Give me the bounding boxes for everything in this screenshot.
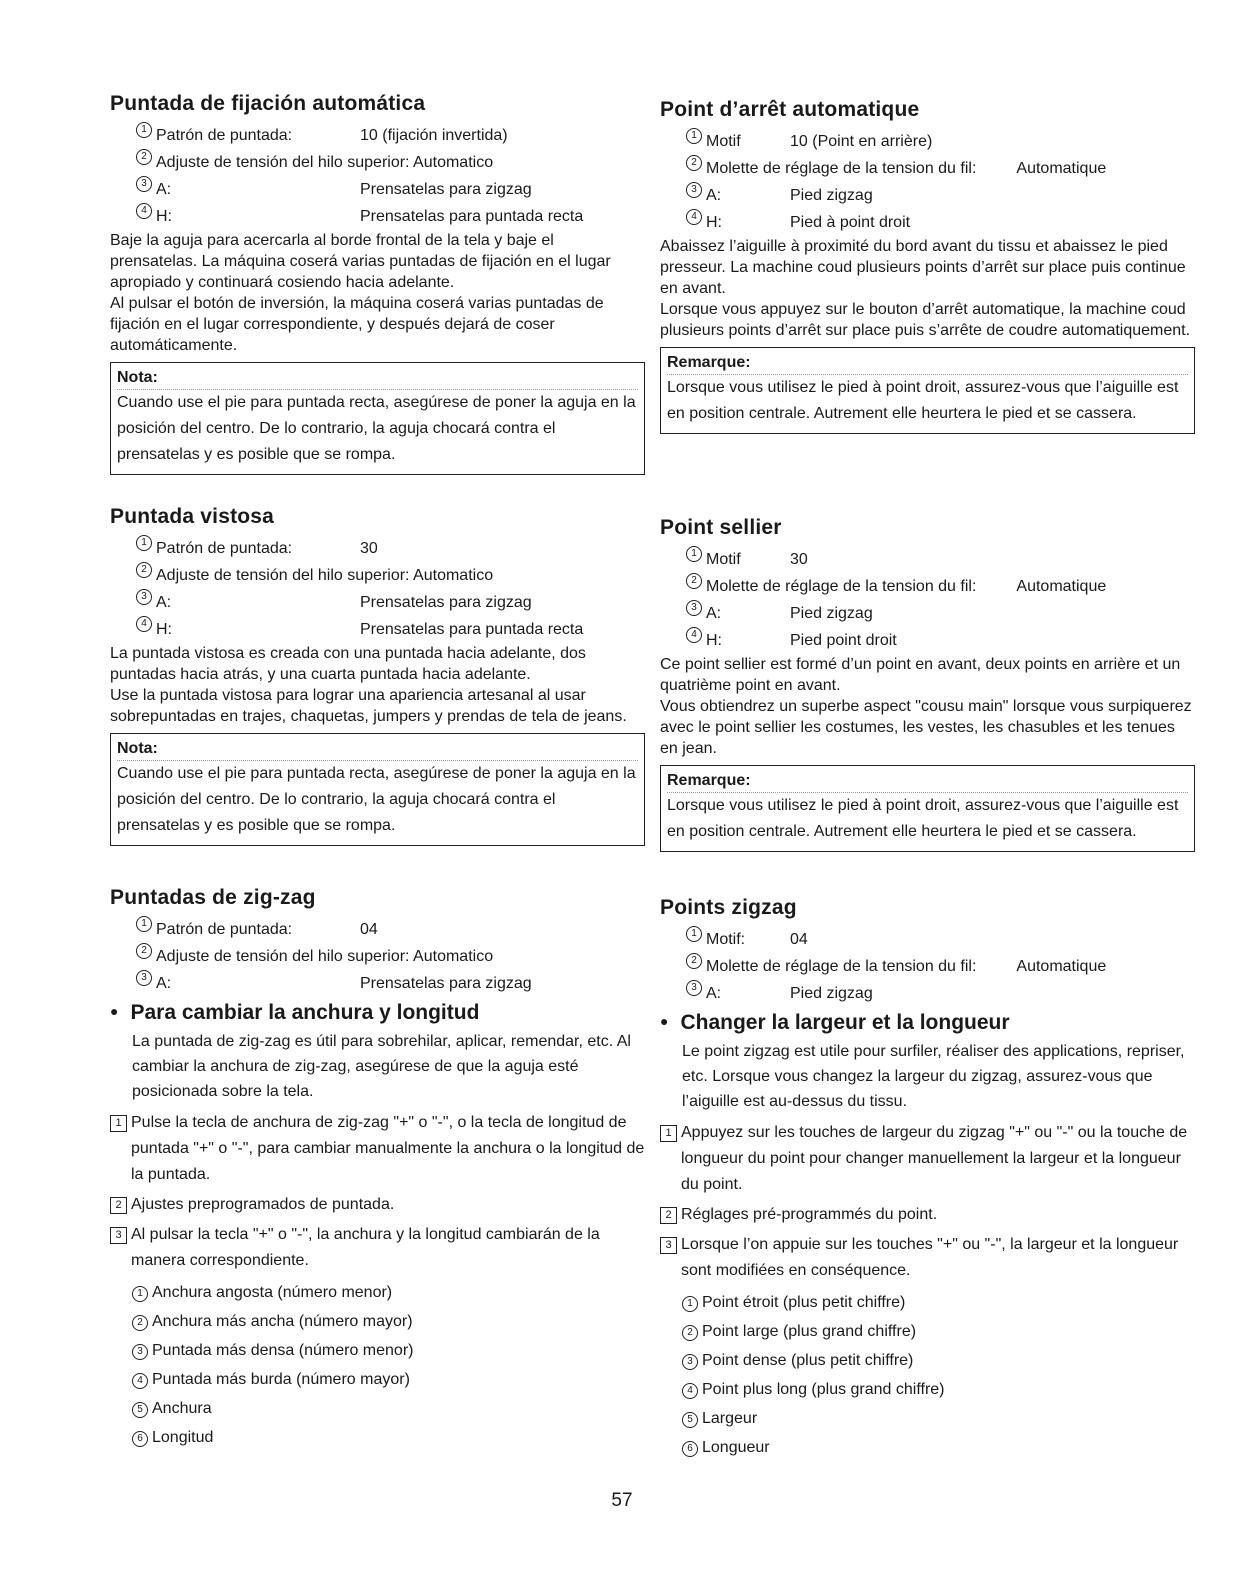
spec-key: Molette de réglage de la tension du fil: <box>706 160 977 177</box>
number-circle: 2 <box>136 943 152 959</box>
spec-value: 04 <box>790 931 808 948</box>
number-circle: 1 <box>136 122 152 138</box>
note-text: Cuando use el pie para puntada recta, asegúrese de poner la aguja en la posición del centro. De lo contrario, la aguja chocará contra el prensatelas y es posible que se rompa. <box>117 394 636 463</box>
step-item <box>660 1120 1195 1198</box>
spec-list <box>660 546 1195 654</box>
section-body: Abaissez l’aiguille à proximité du bord avant du tissu et abaissez le pied presseur. La machine coud plusieurs points d’arrêt sur place puis continue en avant. Lorsque vous appuyez sur le bouton d’arrêt automatique, la machine coud plusieurs points d’arrêt sur place puis s’arrête de coudre automatiquement. <box>660 238 1191 339</box>
step-item <box>110 1222 645 1274</box>
spec-value: Pied zigzag <box>790 985 873 1002</box>
section-title: Puntada de fijación automática <box>110 92 426 115</box>
note-box <box>660 765 1195 852</box>
legend-text: Longueur <box>702 1439 770 1456</box>
spec-list <box>110 122 645 230</box>
spec-key: Molette de réglage de la tension du fil: <box>706 578 977 595</box>
number-circle: 5 <box>132 1402 148 1418</box>
number-circle: 1 <box>136 916 152 932</box>
legend-text: Puntada más burda (número mayor) <box>152 1371 410 1388</box>
spec-list <box>660 128 1195 236</box>
legend-text: Anchura más ancha (número mayor) <box>152 1313 413 1330</box>
number-circle: 2 <box>136 149 152 165</box>
number-circle: 2 <box>686 155 702 171</box>
number-circle: 6 <box>682 1441 698 1457</box>
spec-key: Adjuste de tensión del hilo superior: Automatico <box>156 948 494 965</box>
legend-text: Point dense (plus petit chiffre) <box>702 1352 914 1369</box>
note-text: Lorsque vous utilisez le pied à point droit, assurez-vous que l’aiguille est en position centrale. Autrement elle heurtera le pied et se cassera. <box>667 797 1179 840</box>
steps-list <box>660 1120 1195 1284</box>
section-body: La puntada vistosa es creada con una puntada hacia adelante, dos puntadas hacia atrás, y una cuarta puntada hacia adelante. Use la puntada vistosa para lograr una apariencia artesanal al usar sobrepuntadas en trajes, chaquetas, jumpers y prendas de tela de jeans. <box>110 645 627 725</box>
legend-text: Point plus long (plus grand chiffre) <box>702 1381 945 1398</box>
spec-row <box>136 943 645 970</box>
step-number-box: 2 <box>660 1207 677 1224</box>
legend-item <box>132 1307 645 1336</box>
step-number-box: 3 <box>110 1227 127 1244</box>
spec-key: A: <box>706 605 722 622</box>
spec-value: Pied zigzag <box>790 187 873 204</box>
legend-item <box>132 1394 645 1423</box>
spec-key: Molette de réglage de la tension du fil: <box>706 958 977 975</box>
spec-key: Motif <box>706 551 741 568</box>
note-box <box>660 347 1195 434</box>
spec-key: A: <box>706 985 722 1002</box>
legend-item <box>132 1365 645 1394</box>
spec-value: Prensatelas para zigzag <box>360 975 532 992</box>
legend-text: Largeur <box>702 1410 758 1427</box>
spec-row <box>686 573 1195 600</box>
number-circle: 4 <box>686 627 702 643</box>
step-item <box>110 1192 645 1218</box>
number-circle: 2 <box>686 953 702 969</box>
number-circle: 2 <box>686 573 702 589</box>
subsection-title: ● Changer la largeur et la longueur <box>660 1011 1010 1034</box>
section-fijacion <box>110 92 645 475</box>
spec-row <box>136 916 645 943</box>
spec-key: H: <box>156 208 172 225</box>
spec-value: Prensatelas para zigzag <box>360 594 532 611</box>
note-title: Remarque: <box>667 352 1188 375</box>
spec-value: Prensatelas para puntada recta <box>360 621 584 638</box>
section-title: Puntadas de zig-zag <box>110 886 316 909</box>
note-text: Cuando use el pie para puntada recta, asegúrese de poner la aguja en la posición del centro. De lo contrario, la aguja chocará contra el prensatelas y es posible que se rompa. <box>117 765 636 834</box>
section-title: Point d’arrêt automatique <box>660 98 920 121</box>
legend-text: Longitud <box>152 1429 214 1446</box>
note-box <box>110 362 645 475</box>
step-text: Al pulsar la tecla "+" o "-", la anchura y la longitud cambiarán de la manera correspondiente. <box>131 1226 600 1269</box>
legend-item <box>682 1288 1195 1317</box>
legend-item <box>682 1375 1195 1404</box>
number-circle: 3 <box>132 1344 148 1360</box>
spec-key: H: <box>156 621 172 638</box>
steps-list <box>110 1110 645 1274</box>
number-circle: 4 <box>136 203 152 219</box>
spec-row <box>686 182 1195 209</box>
number-circle: 4 <box>682 1383 698 1399</box>
spec-value: 30 <box>360 540 378 557</box>
section-body: Baje la aguja para acercarla al borde frontal de la tela y baje el prensatelas. La máquina coserá varias puntadas de fijación en el lugar apropiado y continuará cosiendo hacia adelante. Al pulsar el botón de inversión, la máquina coserá varias puntadas de fijación en el lugar correspondiente, y después dejará de coser automáticamente. <box>110 232 611 354</box>
number-circle: 3 <box>686 600 702 616</box>
step-number-box: 1 <box>110 1115 127 1132</box>
spec-value: Pied zigzag <box>790 605 873 622</box>
spec-value: Prensatelas para puntada recta <box>360 208 584 225</box>
legend-item <box>132 1278 645 1307</box>
legend-text: Anchura angosta (número menor) <box>152 1284 393 1301</box>
spec-row <box>686 980 1195 1007</box>
number-circle: 4 <box>136 616 152 632</box>
spec-row <box>136 203 645 230</box>
spec-row <box>136 122 645 149</box>
number-circle: 1 <box>682 1296 698 1312</box>
number-circle: 4 <box>132 1373 148 1389</box>
spec-key: Adjuste de tensión del hilo superior: Automatico <box>156 154 494 171</box>
number-circle: 3 <box>136 176 152 192</box>
spec-row <box>686 953 1195 980</box>
section-arret <box>660 98 1195 434</box>
step-text: Appuyez sur les touches de largeur du zigzag "+" ou "-" ou la touche de longueur du point pour changer manuellement la largeur et la longueur du point. <box>681 1124 1188 1193</box>
step-number-box: 3 <box>660 1237 677 1254</box>
number-circle: 2 <box>136 562 152 578</box>
spec-key: A: <box>156 594 172 611</box>
step-text: Lorsque l’on appuie sur les touches "+" ou "-", la largeur et la longueur sont modifiées en conséquence. <box>681 1236 1179 1279</box>
note-title: Nota: <box>117 367 638 390</box>
spec-row <box>136 616 645 643</box>
step-text: Réglages pré-programmés du point. <box>681 1206 938 1223</box>
legend-text: Puntada más densa (número menor) <box>152 1342 414 1359</box>
spec-row <box>686 209 1195 236</box>
step-item <box>660 1232 1195 1284</box>
step-item <box>660 1202 1195 1228</box>
spec-row <box>686 600 1195 627</box>
spec-row <box>136 970 645 997</box>
spec-value: Pied à point droit <box>790 214 911 231</box>
note-title: Nota: <box>117 738 638 761</box>
number-circle: 3 <box>682 1354 698 1370</box>
subsection-body: Le point zigzag est utile pour surfiler, réaliser des applications, repriser, etc. Lorsque vous changez la largeur du zigzag, assurez-vous que l’aiguille est au-dessus du tissu. <box>682 1043 1185 1110</box>
number-circle: 3 <box>686 182 702 198</box>
spec-value: Automatique <box>1016 578 1107 595</box>
spec-value: 10 (Point en arrière) <box>790 133 933 150</box>
step-number-box: 2 <box>110 1197 127 1214</box>
legend-item <box>682 1346 1195 1375</box>
spec-row <box>686 155 1195 182</box>
spec-row <box>136 176 645 203</box>
spec-key: Motif: <box>706 931 746 948</box>
number-circle: 3 <box>686 980 702 996</box>
spec-list <box>660 926 1195 1007</box>
number-circle: 1 <box>136 535 152 551</box>
number-circle: 3 <box>136 970 152 986</box>
step-text: Pulse la tecla de anchura de zig-zag "+" o "-", o la tecla de longitud de puntada "+" o "-", para cambiar manualmente la anchura o la longitud de la puntada. <box>131 1114 645 1183</box>
spec-value: Automatique <box>1016 160 1107 177</box>
note-title: Remarque: <box>667 770 1188 793</box>
spec-key: Adjuste de tensión del hilo superior: Automatico <box>156 567 494 584</box>
section-sellier <box>660 516 1195 852</box>
legend-list <box>660 1288 1195 1462</box>
spec-value: 10 (fijación invertida) <box>360 127 508 144</box>
number-circle: 6 <box>132 1431 148 1447</box>
section-zigzag <box>110 886 645 1452</box>
spec-key: H: <box>706 214 722 231</box>
step-item <box>110 1110 645 1188</box>
number-circle: 3 <box>136 589 152 605</box>
spec-value: 30 <box>790 551 808 568</box>
spec-row <box>686 627 1195 654</box>
note-text: Lorsque vous utilisez le pied à point droit, assurez-vous que l’aiguille est en position centrale. Autrement elle heurtera le pied et se cassera. <box>667 379 1179 422</box>
spec-list <box>110 916 645 997</box>
legend-item <box>682 1404 1195 1433</box>
spec-row <box>136 149 645 176</box>
legend-text: Point étroit (plus petit chiffre) <box>702 1294 906 1311</box>
spec-key: H: <box>706 632 722 649</box>
spec-key: A: <box>706 187 722 204</box>
spec-value: Prensatelas para zigzag <box>360 181 532 198</box>
number-circle: 4 <box>686 209 702 225</box>
section-title: Points zigzag <box>660 896 797 919</box>
spec-row <box>136 562 645 589</box>
section-points-zigzag <box>660 896 1195 1462</box>
spec-key: Patrón de puntada: <box>156 127 293 144</box>
legend-text: Anchura <box>152 1400 212 1417</box>
number-circle: 2 <box>682 1325 698 1341</box>
number-circle: 1 <box>132 1286 148 1302</box>
legend-list <box>110 1278 645 1452</box>
spec-row <box>136 589 645 616</box>
section-title: Point sellier <box>660 516 782 539</box>
section-body: Ce point sellier est formé d’un point en avant, deux points en arrière et un quatrième point en avant. Vous obtiendrez un superbe aspect "cousu main" lorsque vous surpiquerez avec le point sellier les costumes, les vestes, les chasubles et les tenues en jean. <box>660 656 1192 757</box>
number-circle: 1 <box>686 128 702 144</box>
step-text: Ajustes preprogramados de puntada. <box>131 1196 395 1213</box>
number-circle: 1 <box>686 926 702 942</box>
number-circle: 1 <box>686 546 702 562</box>
spec-row <box>686 128 1195 155</box>
step-number-box: 1 <box>660 1125 677 1142</box>
subsection-title: ● Para cambiar la anchura y longitud <box>110 1001 480 1024</box>
legend-item <box>682 1433 1195 1462</box>
spec-value: Pied point droit <box>790 632 897 649</box>
spec-value: Automatique <box>1016 958 1107 975</box>
legend-item <box>682 1317 1195 1346</box>
number-circle: 5 <box>682 1412 698 1428</box>
legend-text: Point large (plus grand chiffre) <box>702 1323 917 1340</box>
spec-key: Patrón de puntada: <box>156 540 293 557</box>
spec-key: A: <box>156 975 172 992</box>
subsection-body: La puntada de zig-zag es útil para sobrehilar, aplicar, remendar, etc. Al cambiar la anchura de zig-zag, asegúrese de que la aguja esté posicionada sobre la tela. <box>132 1033 631 1100</box>
page-number: 57 <box>611 1490 633 1511</box>
note-box <box>110 733 645 846</box>
spec-key: A: <box>156 181 172 198</box>
legend-item <box>132 1423 645 1452</box>
spec-key: Motif <box>706 133 741 150</box>
spec-value: 04 <box>360 921 378 938</box>
spec-row <box>136 535 645 562</box>
legend-item <box>132 1336 645 1365</box>
spec-row <box>686 546 1195 573</box>
spec-list <box>110 535 645 643</box>
spec-key: Patrón de puntada: <box>156 921 293 938</box>
section-vistosa <box>110 505 645 846</box>
spec-row <box>686 926 1195 953</box>
section-title: Puntada vistosa <box>110 505 275 528</box>
number-circle: 2 <box>132 1315 148 1331</box>
